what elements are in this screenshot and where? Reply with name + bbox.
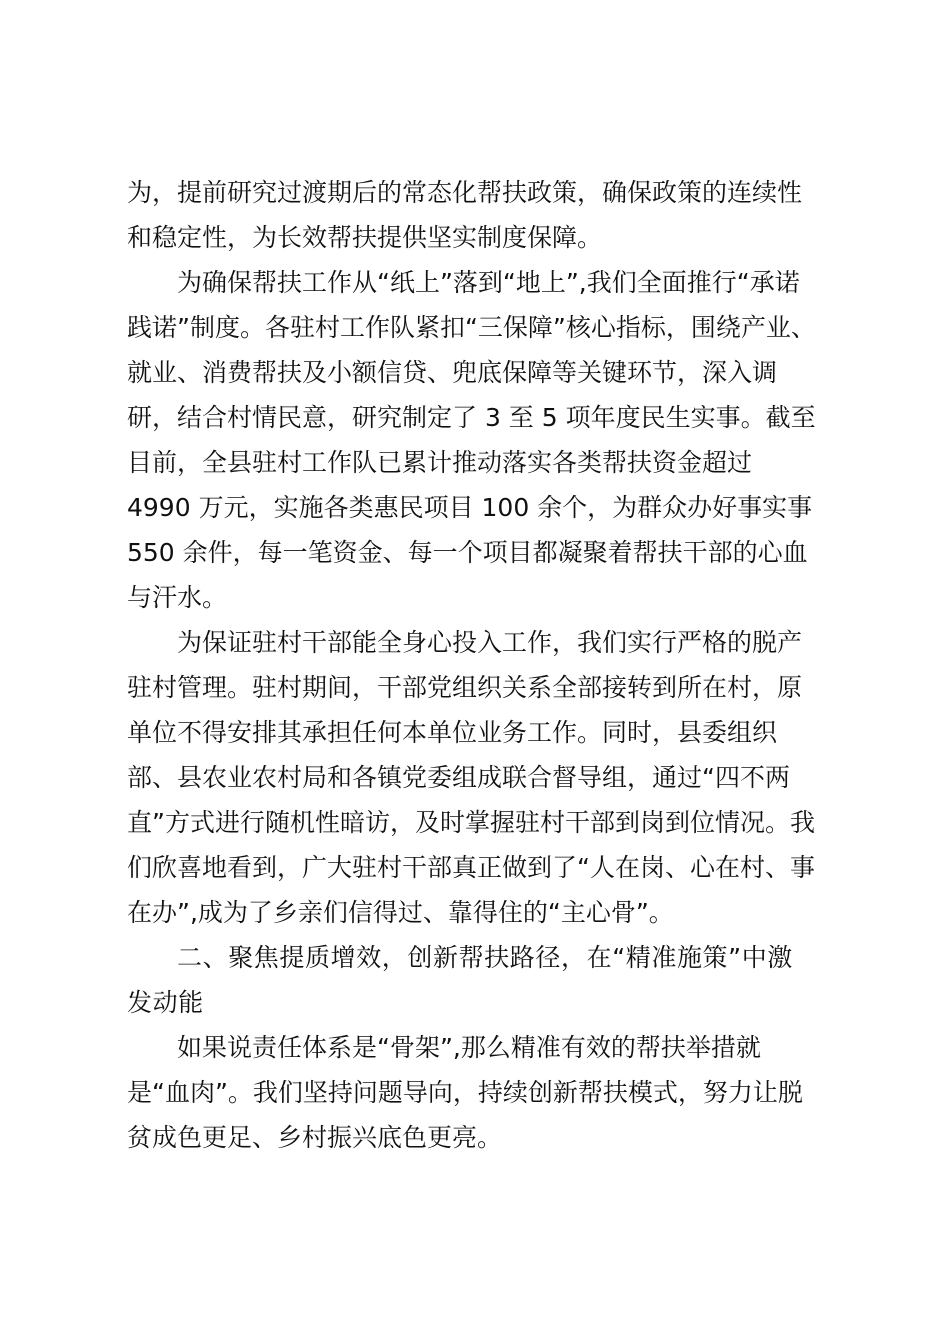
paragraph-line: 践诺”制度。各驻村工作队紧扣“三保障”核心指标，围绕产业、 xyxy=(127,313,816,342)
section-heading-line: 二、聚焦提质增效，创新帮扶路径，在“精准施策”中激 xyxy=(177,943,793,972)
paragraph-line: 与汗水。 xyxy=(127,583,228,612)
paragraph-line: 在办”,成为了乡亲们信得过、靠得住的“主心骨”。 xyxy=(127,898,674,927)
paragraph-line: 贫成色更足、乡村振兴底色更亮。 xyxy=(127,1123,503,1152)
paragraph-line: 为，提前研究过渡期后的常态化帮扶政策，确保政策的连续性 xyxy=(127,178,803,207)
paragraph-line: 目前，全县驻村工作队已累计推动落实各类帮扶资金超过 xyxy=(127,448,753,477)
paragraph-line: 550 余件，每一笔资金、每一个项目都凝聚着帮扶干部的心血 xyxy=(127,538,808,567)
paragraph-line: 如果说责任体系是“骨架”,那么精准有效的帮扶举措就 xyxy=(177,1033,761,1062)
paragraph-line: 是“血肉”。我们坚持问题导向，持续创新帮扶模式，努力让脱 xyxy=(127,1078,803,1107)
paragraph-line: 们欣喜地看到，广大驻村干部真正做到了“人在岗、心在村、事 xyxy=(127,853,815,882)
paragraph-line: 研，结合村情民意，研究制定了 3 至 5 项年度民生实事。截至 xyxy=(127,403,816,432)
paragraph-line: 直”方式进行随机性暗访，及时掌握驻村干部到岗到位情况。我 xyxy=(127,808,815,837)
paragraph-line: 为保证驻村干部能全身心投入工作，我们实行严格的脱产 xyxy=(177,628,803,657)
section-heading-line: 发动能 xyxy=(127,988,204,1017)
paragraph-line: 为确保帮扶工作从“纸上”落到“地上”,我们全面推行“承诺 xyxy=(177,268,800,297)
paragraph-line: 和稳定性，为长效帮扶提供坚实制度保障。 xyxy=(127,223,603,252)
paragraph-line: 部、县农业农村局和各镇党委组成联合督导组，通过“四不两 xyxy=(127,763,790,792)
paragraph-line: 4990 万元，实施各类惠民项目 100 余个，为群众办好事实事 xyxy=(127,493,813,522)
paragraph-line: 驻村管理。驻村期间，干部党组织关系全部接转到所在村，原 xyxy=(127,673,803,702)
paragraph-line: 单位不得安排其承担任何本单位业务工作。同时，县委组织 xyxy=(127,718,778,747)
paragraph-line: 就业、消费帮扶及小额信贷、兜底保障等关键环节，深入调 xyxy=(127,358,778,387)
